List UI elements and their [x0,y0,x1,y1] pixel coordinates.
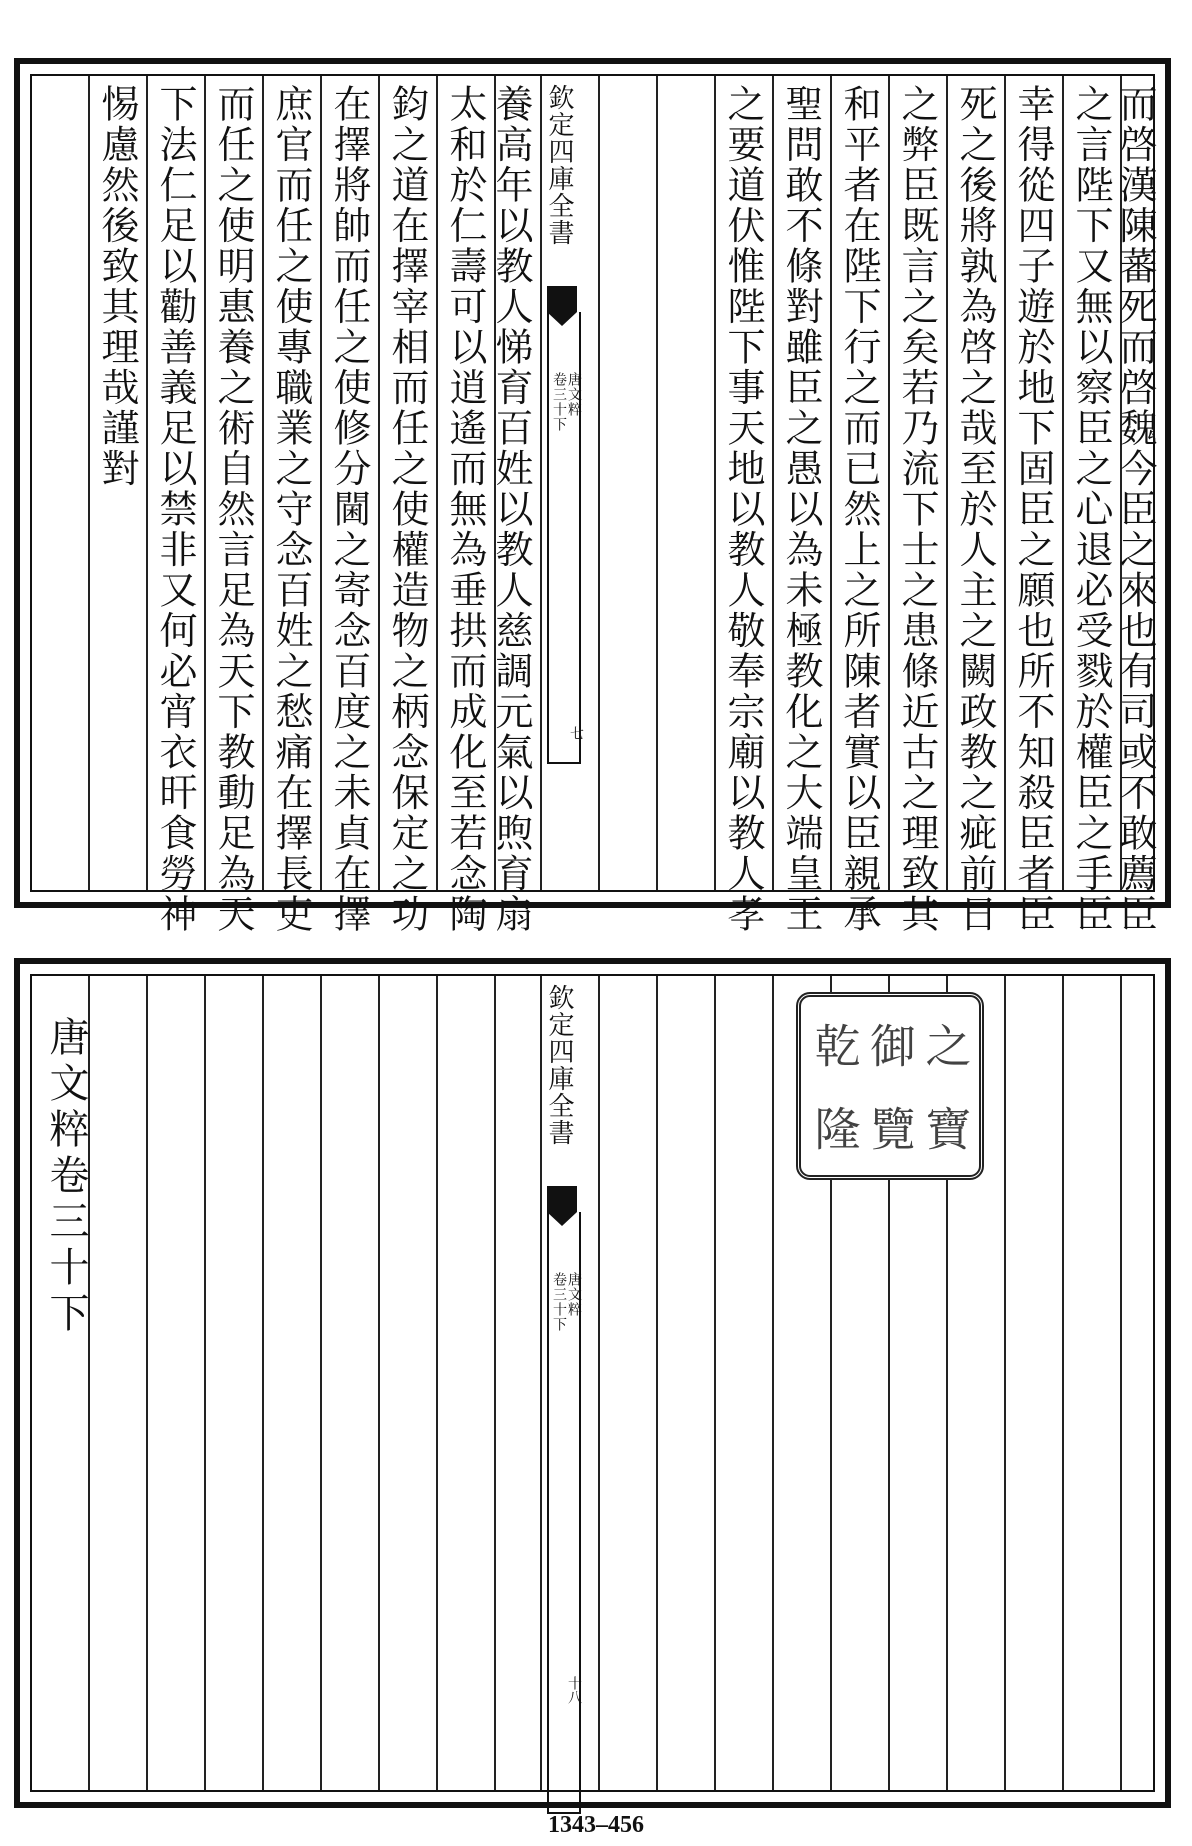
center-fold [540,976,586,1790]
column-divider [262,976,264,1790]
seal-character: 寶 [918,1104,973,1151]
column-divider [378,976,380,1790]
text-column: 之弊臣既言之矣若乃流下士之患條近古之理致其 [895,84,939,935]
volume-label: 卷三十下 [551,372,567,432]
column-divider [436,976,438,1790]
imperial-seal [796,992,984,1180]
column-divider [1004,976,1006,1790]
seal-character: 御 [863,1021,917,1068]
book-title: 唐文粹 [566,1272,582,1317]
column-divider [772,976,774,1790]
center-fold [540,76,586,890]
column-divider [204,976,206,1790]
seal-character: 覽 [863,1104,917,1151]
column-divider [656,976,658,1790]
center-title: 欽定四庫全書 [544,84,574,246]
text-column: 在擇將帥而任之使修分閫之寄念百度之未貞在擇 [327,84,371,935]
fish-tail-mark [547,1186,577,1212]
end-title: 唐文粹卷三十下 [43,1016,89,1338]
text-column: 而任之使明惠養之術自然言足為天下教動足為天 [211,84,255,935]
text-column: 惕慮然後致其理哉謹對 [95,84,139,489]
seal-character: 隆 [807,1104,862,1151]
column-divider [598,976,600,1790]
text-column: 之言陛下又無以察臣之心退必受戮於權臣之手臣 [1069,84,1113,935]
column-divider [1062,976,1064,1790]
column-divider [598,76,600,890]
column-divider [494,976,496,1790]
page-number: 1343–456 [548,1812,644,1838]
text-column: 和平者在陛下行之而已然上之所陳者實以臣親承 [837,84,881,935]
seal-character: 乾 [807,1021,862,1068]
book-title: 唐文粹 [566,372,582,417]
text-column: 太和於仁壽可以逍遙而無為垂拱而成化至若念陶 [443,84,487,935]
top-leaf [14,58,1171,935]
column-divider [1120,976,1122,1790]
text-column: 庶官而任之使專職業之守念百姓之愁痛在擇長吏 [269,84,313,935]
text-column: 鈞之道在擇宰相而任之使權造物之柄念保定之功 [385,84,429,935]
column-divider [714,976,716,1790]
bottom-leaf [14,958,1171,1808]
top-leaf-frame [30,74,1157,935]
text-column: 養高年以教人悌育百姓以教人慈調元氣以煦育扇 [489,84,533,935]
volume-label: 卷三十下 [551,1272,567,1332]
text-column: 下法仁足以勸善義足以禁非又何必宵衣旰食勞神 [153,84,197,935]
text-column: 幸得從四子遊於地下固臣之願也所不知殺臣者臣 [1011,84,1055,935]
column-divider [320,976,322,1790]
column-divider [146,976,148,1790]
text-column: 死之後將孰為啓之哉至於人主之闕政教之疵前日 [953,84,997,935]
center-title: 欽定四庫全書 [544,984,574,1146]
fish-tail-mark [547,286,577,312]
seal-character: 之 [918,1021,973,1068]
text-column: 之要道伏惟陛下事天地以教人敬奉宗廟以教人孝 [721,84,765,935]
folio-number: 七 [568,726,584,740]
folio-number: 十八 [566,1676,582,1704]
text-column: 聖問敢不條對雖臣之愚以為未極教化之大端皇王 [779,84,823,935]
text-column: 而啓漢陳蕃死而啓魏今臣之來也有司或不敢薦臣 [1113,84,1157,935]
column-divider [656,76,658,890]
bottom-leaf-frame [30,974,1155,1792]
